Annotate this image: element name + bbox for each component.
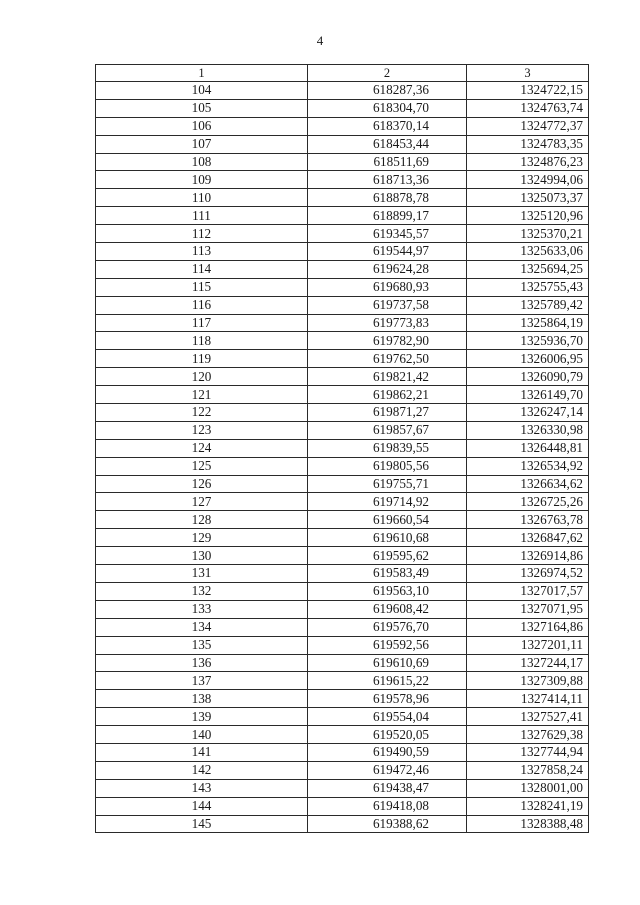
table-row: [96, 600, 589, 618]
table-row: [96, 171, 589, 189]
point-number-cell: 111: [96, 207, 308, 225]
point-number-cell: 143: [96, 779, 308, 797]
y-coordinate-cell: 1327201,11: [467, 636, 589, 654]
x-coordinate-cell: 619592,56: [308, 636, 467, 654]
table-row: [96, 332, 589, 350]
x-coordinate-cell: 618304,70: [308, 99, 467, 117]
point-number-cell: 110: [96, 189, 308, 207]
x-coordinate-cell: 619871,27: [308, 404, 467, 422]
x-coordinate-cell: 619660,54: [308, 511, 467, 529]
x-coordinate-cell: 619862,21: [308, 386, 467, 404]
point-number-cell: 117: [96, 314, 308, 332]
point-number-cell: 140: [96, 726, 308, 744]
point-number-cell: 137: [96, 672, 308, 690]
y-coordinate-cell: 1325936,70: [467, 332, 589, 350]
point-number-cell: 126: [96, 475, 308, 493]
y-coordinate-cell: 1325864,19: [467, 314, 589, 332]
x-coordinate-cell: 619714,92: [308, 493, 467, 511]
y-coordinate-cell: 1328241,19: [467, 797, 589, 815]
y-coordinate-cell: 1327309,88: [467, 672, 589, 690]
point-number-cell: 119: [96, 350, 308, 368]
table-row: [96, 207, 589, 225]
table-row: [96, 797, 589, 815]
x-coordinate-cell: 619839,55: [308, 439, 467, 457]
y-coordinate-cell: 1326725,26: [467, 493, 589, 511]
x-coordinate-cell: 618370,14: [308, 117, 467, 135]
x-coordinate-cell: 619624,28: [308, 260, 467, 278]
table-row: [96, 761, 589, 779]
column-header-point-number: 1: [96, 65, 308, 82]
y-coordinate-cell: 1324783,35: [467, 135, 589, 153]
x-coordinate-cell: 619576,70: [308, 618, 467, 636]
table-row: [96, 726, 589, 744]
table-row: [96, 404, 589, 422]
table-row: [96, 386, 589, 404]
point-number-cell: 142: [96, 761, 308, 779]
point-number-cell: 139: [96, 708, 308, 726]
y-coordinate-cell: 1327629,38: [467, 726, 589, 744]
x-coordinate-cell: 619821,42: [308, 368, 467, 386]
x-coordinate-cell: 619782,90: [308, 332, 467, 350]
point-number-cell: 125: [96, 457, 308, 475]
x-coordinate-cell: 619472,46: [308, 761, 467, 779]
y-coordinate-cell: 1325633,06: [467, 243, 589, 261]
point-number-cell: 108: [96, 153, 308, 171]
x-coordinate-cell: 619583,49: [308, 565, 467, 583]
x-coordinate-cell: 618899,17: [308, 207, 467, 225]
x-coordinate-cell: 619578,96: [308, 690, 467, 708]
column-header-x: 2: [308, 65, 467, 82]
x-coordinate-cell: 619554,04: [308, 708, 467, 726]
point-number-cell: 112: [96, 225, 308, 243]
table-row: [96, 368, 589, 386]
table-row: [96, 672, 589, 690]
x-coordinate-cell: 619608,42: [308, 600, 467, 618]
x-coordinate-cell: 619438,47: [308, 779, 467, 797]
table-row: [96, 779, 589, 797]
y-coordinate-cell: 1324763,74: [467, 99, 589, 117]
y-coordinate-cell: 1324876,23: [467, 153, 589, 171]
point-number-cell: 109: [96, 171, 308, 189]
table-row: [96, 350, 589, 368]
table-row: [96, 743, 589, 761]
table-row: [96, 296, 589, 314]
y-coordinate-cell: 1325789,42: [467, 296, 589, 314]
table-row: [96, 421, 589, 439]
x-coordinate-cell: 618511,69: [308, 153, 467, 171]
point-number-cell: 138: [96, 690, 308, 708]
x-coordinate-cell: 619544,97: [308, 243, 467, 261]
table-row: [96, 314, 589, 332]
table-body: [96, 82, 589, 833]
y-coordinate-cell: 1326247,14: [467, 404, 589, 422]
coordinates-table: [95, 64, 589, 833]
point-number-cell: 114: [96, 260, 308, 278]
x-coordinate-cell: 618878,78: [308, 189, 467, 207]
table-row: [96, 82, 589, 100]
x-coordinate-cell: 619388,62: [308, 815, 467, 833]
y-coordinate-cell: 1326914,86: [467, 547, 589, 565]
x-coordinate-cell: 619563,10: [308, 582, 467, 600]
x-coordinate-cell: 619615,22: [308, 672, 467, 690]
x-coordinate-cell: 618287,36: [308, 82, 467, 100]
y-coordinate-cell: 1327017,57: [467, 582, 589, 600]
y-coordinate-cell: 1326448,81: [467, 439, 589, 457]
table-row: [96, 189, 589, 207]
y-coordinate-cell: 1327071,95: [467, 600, 589, 618]
x-coordinate-cell: 619418,08: [308, 797, 467, 815]
page-number: 4: [316, 33, 324, 48]
point-number-cell: 105: [96, 99, 308, 117]
y-coordinate-cell: 1326149,70: [467, 386, 589, 404]
x-coordinate-cell: 618713,36: [308, 171, 467, 189]
y-coordinate-cell: 1326763,78: [467, 511, 589, 529]
table-row: [96, 690, 589, 708]
table-row: [96, 153, 589, 171]
y-coordinate-cell: 1325120,96: [467, 207, 589, 225]
y-coordinate-cell: 1326534,92: [467, 457, 589, 475]
column-header-y: 3: [467, 65, 589, 82]
x-coordinate-cell: 619762,50: [308, 350, 467, 368]
point-number-cell: 134: [96, 618, 308, 636]
header-row: [96, 65, 589, 82]
point-number-cell: 128: [96, 511, 308, 529]
table-row: [96, 654, 589, 672]
point-number-cell: 118: [96, 332, 308, 350]
point-number-cell: 124: [96, 439, 308, 457]
point-number-cell: 107: [96, 135, 308, 153]
x-coordinate-cell: 619520,05: [308, 726, 467, 744]
y-coordinate-cell: 1325694,25: [467, 260, 589, 278]
table-row: [96, 278, 589, 296]
table-row: [96, 529, 589, 547]
table-row: [96, 618, 589, 636]
point-number-cell: 141: [96, 743, 308, 761]
table-row: [96, 708, 589, 726]
y-coordinate-cell: 1328388,48: [467, 815, 589, 833]
table-row: [96, 475, 589, 493]
y-coordinate-cell: 1326634,62: [467, 475, 589, 493]
point-number-cell: 136: [96, 654, 308, 672]
table-row: [96, 439, 589, 457]
point-number-cell: 115: [96, 278, 308, 296]
y-coordinate-cell: 1327858,24: [467, 761, 589, 779]
y-coordinate-cell: 1327527,41: [467, 708, 589, 726]
point-number-cell: 130: [96, 547, 308, 565]
y-coordinate-cell: 1326974,52: [467, 565, 589, 583]
point-number-cell: 123: [96, 421, 308, 439]
x-coordinate-cell: 619680,93: [308, 278, 467, 296]
point-number-cell: 113: [96, 243, 308, 261]
table-row: [96, 243, 589, 261]
point-number-cell: 129: [96, 529, 308, 547]
table-row: [96, 117, 589, 135]
point-number-cell: 116: [96, 296, 308, 314]
y-coordinate-cell: 1324994,06: [467, 171, 589, 189]
y-coordinate-cell: 1327244,17: [467, 654, 589, 672]
x-coordinate-cell: 619345,57: [308, 225, 467, 243]
y-coordinate-cell: 1325370,21: [467, 225, 589, 243]
point-number-cell: 121: [96, 386, 308, 404]
table-row: [96, 457, 589, 475]
point-number-cell: 120: [96, 368, 308, 386]
table-row: [96, 260, 589, 278]
point-number-cell: 127: [96, 493, 308, 511]
y-coordinate-cell: 1326847,62: [467, 529, 589, 547]
y-coordinate-cell: 1327744,94: [467, 743, 589, 761]
y-coordinate-cell: 1326090,79: [467, 368, 589, 386]
point-number-cell: 106: [96, 117, 308, 135]
table-row: [96, 815, 589, 833]
y-coordinate-cell: 1326330,98: [467, 421, 589, 439]
x-coordinate-cell: 619595,62: [308, 547, 467, 565]
table-row: [96, 511, 589, 529]
y-coordinate-cell: 1327414,11: [467, 690, 589, 708]
y-coordinate-cell: 1326006,95: [467, 350, 589, 368]
point-number-cell: 122: [96, 404, 308, 422]
table-row: [96, 547, 589, 565]
y-coordinate-cell: 1324772,37: [467, 117, 589, 135]
x-coordinate-cell: 619610,69: [308, 654, 467, 672]
point-number-cell: 132: [96, 582, 308, 600]
table-row: [96, 582, 589, 600]
x-coordinate-cell: 618453,44: [308, 135, 467, 153]
y-coordinate-cell: 1328001,00: [467, 779, 589, 797]
table-header: [96, 65, 589, 82]
table-row: [96, 225, 589, 243]
x-coordinate-cell: 619737,58: [308, 296, 467, 314]
table-row: [96, 135, 589, 153]
y-coordinate-cell: 1325073,37: [467, 189, 589, 207]
table-row: [96, 493, 589, 511]
x-coordinate-cell: 619857,67: [308, 421, 467, 439]
y-coordinate-cell: 1327164,86: [467, 618, 589, 636]
table-row: [96, 99, 589, 117]
y-coordinate-cell: 1325755,43: [467, 278, 589, 296]
y-coordinate-cell: 1324722,15: [467, 82, 589, 100]
x-coordinate-cell: 619773,83: [308, 314, 467, 332]
x-coordinate-cell: 619490,59: [308, 743, 467, 761]
point-number-cell: 133: [96, 600, 308, 618]
point-number-cell: 104: [96, 82, 308, 100]
x-coordinate-cell: 619755,71: [308, 475, 467, 493]
x-coordinate-cell: 619805,56: [308, 457, 467, 475]
point-number-cell: 145: [96, 815, 308, 833]
x-coordinate-cell: 619610,68: [308, 529, 467, 547]
table-row: [96, 565, 589, 583]
table-row: [96, 636, 589, 654]
point-number-cell: 135: [96, 636, 308, 654]
point-number-cell: 131: [96, 565, 308, 583]
point-number-cell: 144: [96, 797, 308, 815]
